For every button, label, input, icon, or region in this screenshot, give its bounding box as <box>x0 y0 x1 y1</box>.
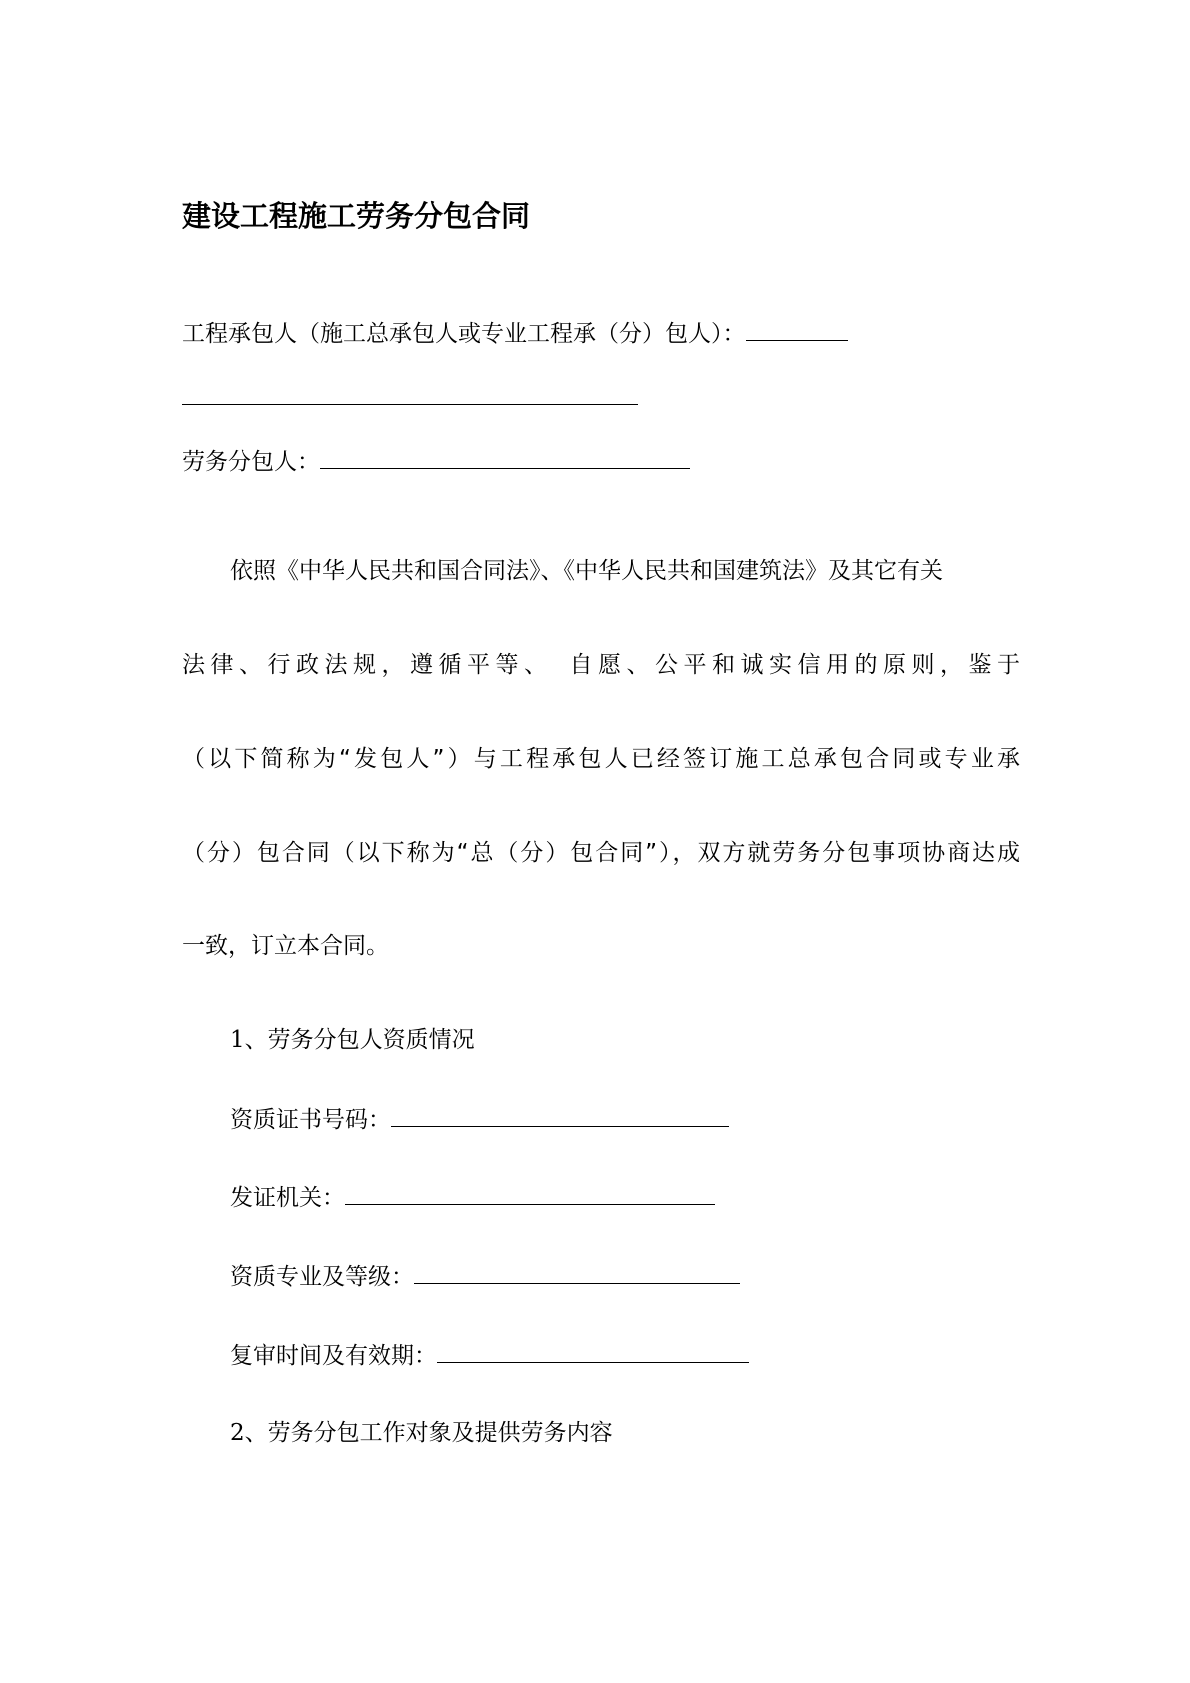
qualification-grade-label: 资质专业及等级： <box>230 1264 414 1290</box>
issuing-authority-label: 发证机关： <box>230 1185 345 1211</box>
section-2-number: 2 <box>230 1420 245 1446</box>
section-2-heading <box>230 1418 613 1448</box>
contractor-label: 工程承包人（施工总承包人或专业工程承（分）包人）： <box>182 321 746 347</box>
section-1-title: 、劳务分包人资质情况 <box>244 1027 475 1053</box>
qualification-cert-number-blank <box>391 1104 729 1127</box>
preamble-line-3: （以下简称为“发包人”）与工程承包人已经签订施工总承包合同或专业承 <box>182 746 1020 772</box>
document-title: 建设工程施工劳务分包合同 <box>182 199 531 233</box>
section-1-heading <box>230 1025 475 1055</box>
subcontractor-line <box>182 446 690 476</box>
preamble-line-1: 依照《中华人民共和国合同法》、《中华人民共和国建筑法》及其它有关 <box>230 558 943 584</box>
contractor-blank-continued <box>182 404 638 405</box>
preamble-line-5: 一致，订立本合同。 <box>182 933 389 959</box>
contractor-line <box>182 318 848 348</box>
section-2-title: 、劳务分包工作对象及提供劳务内容 <box>244 1420 613 1446</box>
issuing-authority-blank <box>345 1182 715 1205</box>
qualification-cert-number-label: 资质证书号码： <box>230 1107 391 1133</box>
review-validity-field <box>230 1340 749 1370</box>
subcontractor-blank <box>320 446 690 469</box>
qualification-grade-blank <box>414 1261 740 1284</box>
preamble-line-2: 法律、行政法规，遵循平等、 自愿、公平和诚实信用的原则，鉴于 <box>182 652 1020 678</box>
review-validity-label: 复审时间及有效期： <box>230 1343 437 1369</box>
review-validity-blank <box>437 1340 749 1363</box>
qualification-cert-number-field <box>230 1104 729 1134</box>
subcontractor-label: 劳务分包人： <box>182 449 320 475</box>
qualification-grade-field <box>230 1261 740 1291</box>
preamble-line-4: （分）包合同（以下称为“总（分）包合同”），双方就劳务分包事项协商达成 <box>182 840 1020 866</box>
section-1-number: 1 <box>230 1027 245 1053</box>
contractor-blank <box>746 318 848 341</box>
issuing-authority-field <box>230 1182 715 1212</box>
